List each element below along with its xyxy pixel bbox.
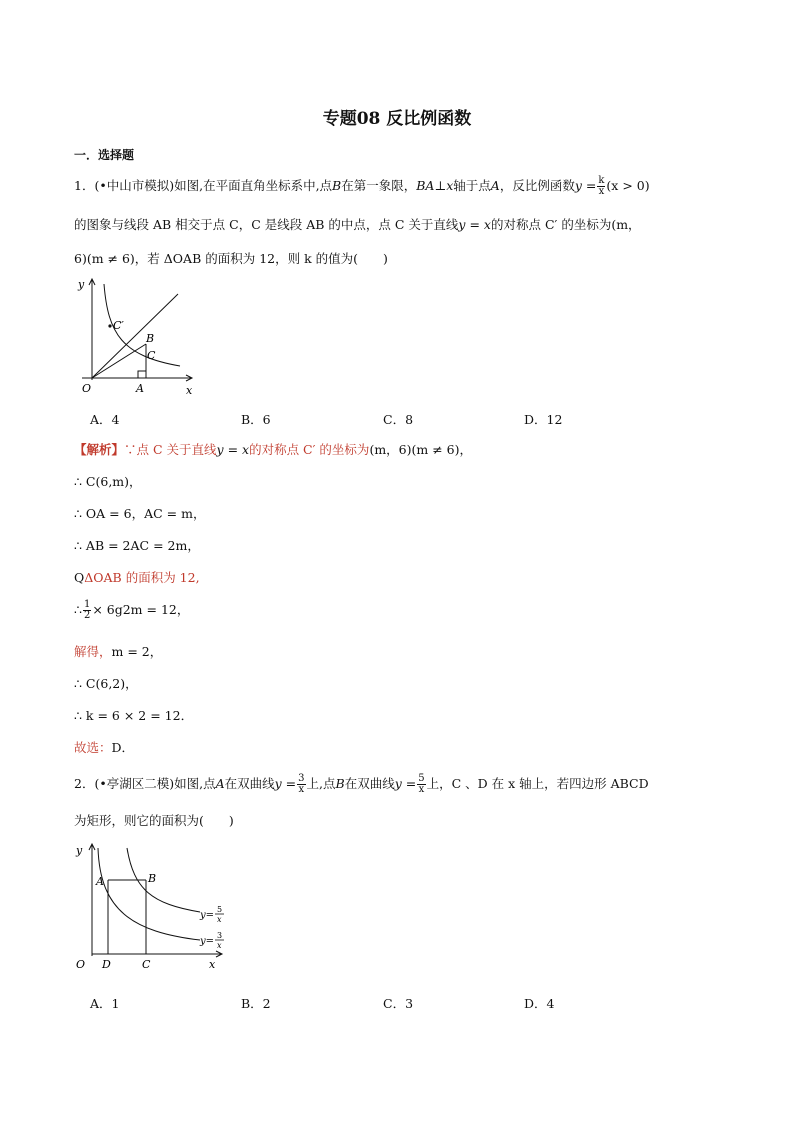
q2-option-a: A．1	[90, 996, 120, 1011]
q2-label-x: x	[209, 958, 216, 971]
q2-label-o: O	[76, 958, 86, 971]
q1-label-b: B	[146, 332, 155, 345]
q2-label-b: B	[148, 872, 157, 885]
q2-label-curve5-y: y=	[200, 910, 215, 921]
q1-line-3: 6)(m ≠ 6)，若 ΔOAB 的面积为 12，则 k 的值为( )	[74, 251, 388, 266]
q2-label-curve3-n: 3	[217, 931, 223, 940]
q1-line-2: 的图象与线段 AB 相交于点 C，C 是线段 AB 的中点，点 C 关于直线y = x的对称点 C′ 的坐标为(m，	[74, 217, 641, 232]
page-title: 专题08 反比例函数	[322, 109, 472, 129]
q1-option-b: B．6	[241, 412, 271, 427]
fraction-k-over-x: $\frac{k}{x}$	[598, 175, 605, 197]
fraction-3-over-x: $\frac{3}{x}$	[298, 773, 305, 795]
analysis-line-9: ∴ k = 6 × 2 = 12．	[74, 708, 194, 723]
q2-line-1: 2．(•亭湖区二模)如图,点A在双曲线y = $\frac{3}{x}$ 上,点B在双曲线y = $\frac{5}{x}$ 上，C 、D 在 x 轴上，若四边形 ABCD	[74, 773, 649, 795]
q2-label-a: A	[96, 875, 104, 888]
analysis-line-2: ∴ C(6,m)，	[74, 474, 142, 489]
q2-label-curve3-y: y=	[200, 936, 215, 947]
q2-option-c: C．3	[383, 996, 414, 1011]
q2-figure	[72, 840, 242, 972]
q2-label-curve5-d: x	[217, 915, 222, 924]
q1-label-y: y	[78, 278, 85, 291]
q2-line-2: 为矩形，则它的面积为( )	[74, 813, 234, 828]
q2-option-d: D．4	[524, 996, 555, 1011]
q2-label-d: D	[102, 958, 111, 971]
q1-option-a: A．4	[90, 412, 120, 427]
q1-label-x: x	[186, 384, 193, 397]
q1-right-angle-mark	[138, 371, 146, 378]
analysis-line-1: 【解析】∵点 C 关于直线y = x的对称点 C′ 的坐标为(m，6)(m ≠ 6)，	[74, 442, 472, 457]
q1-label-a: A	[136, 382, 144, 395]
section-heading: 一．选择题	[74, 148, 135, 162]
q1-label-cprime: C′	[113, 319, 124, 332]
q1-label-c: C	[147, 349, 156, 362]
q2-label-curve3-d: x	[217, 941, 222, 950]
analysis-line-3: ∴ OA = 6，AC = m，	[74, 506, 206, 521]
q1-option-d: D．12	[524, 412, 563, 427]
analysis-line-6: ∴ $\frac{1}{2}$ × 6g2m = 12，	[74, 599, 190, 621]
q1-option-c: C．8	[383, 412, 414, 427]
analysis-line-8: ∴ C(6,2)，	[74, 676, 138, 691]
analysis-line-10: 故选：D．	[74, 740, 135, 755]
q1-label-o: O	[82, 382, 92, 395]
q2-label-c: C	[142, 958, 151, 971]
q2-label-curve5-n: 5	[217, 905, 223, 914]
fraction-one-half: $\frac{1}{2}$	[83, 599, 91, 621]
q1-figure	[70, 274, 200, 400]
q2-option-b: B．2	[241, 996, 271, 1011]
q2-label-y: y	[76, 844, 83, 857]
fraction-5-over-x: $\frac{5}{x}$	[418, 773, 425, 795]
q1-line-1: 1．(•中山市模拟)如图,在平面直角坐标系中,点B在第一象限，BA⊥x轴于点A，反比例函数y = $\frac{k}{x}$ (x > 0)	[74, 175, 650, 197]
analysis-line-5: QΔOAB 的面积为 12,	[74, 570, 200, 585]
q1-line-y-eq-x	[92, 294, 178, 378]
analysis-line-4: ∴ AB = 2AC = 2m，	[74, 538, 200, 553]
analysis-line-7: 解得，m = 2，	[74, 644, 163, 659]
q1-point-cprime	[108, 324, 111, 327]
